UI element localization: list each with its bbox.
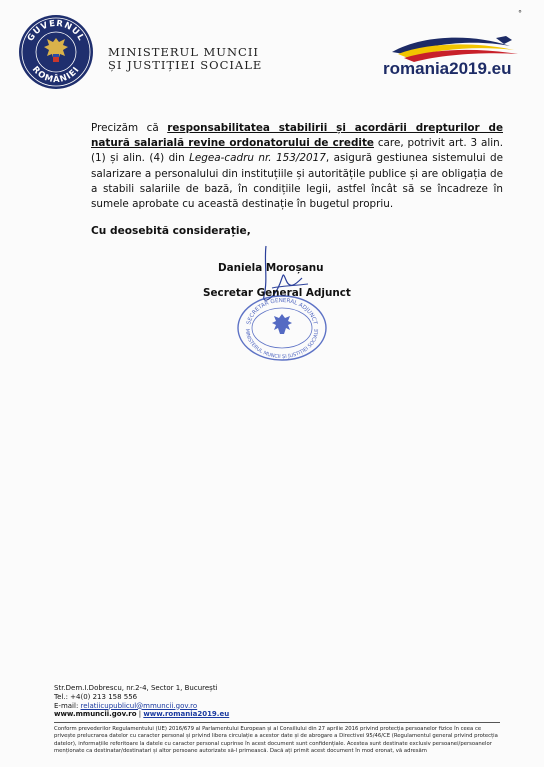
signer-name: Daniela Moroșanu bbox=[218, 262, 324, 274]
gdpr-notice: Conform prevederilor Regulamentului (UE) 2016/679 al Parlamentului European și al Consiliului din 27 aprilie 2016 privind protecția persoanelor fizice în ceea ce privește prelucrarea datelor cu caracter personal și privind libera circulație a acestor date și de abrogare a Directivei 95/46/CE (Regulamentul general privind protecția datelor), informațiile referitoare la datele cu caracter personal cuprinse în acest document sunt confidențiale. Acestea sunt destinate exclusiv persoanei/persoanelor menționate ca destinatar/destinatari și altor persoane autorizate să-l primească. Dacă ați primit acest document în mod eronat, vă adresăm bbox=[54, 726, 498, 755]
footer-address: Str.Dem.I.Dobrescu, nr.2-4, Sector 1, București bbox=[54, 684, 218, 692]
footer-web-link-1[interactable]: www.mmuncii.gov.ro bbox=[54, 710, 137, 719]
paragraph-text-3: , asigură gestiunea sistemului de salarizare a personalului din instituțiile și autoritățile publice și are obligația de a stabili salariile de bază, în condițiile legii, astfel încât să se încadreze în sumele aprobate cu această destinație în bugetul propriu. bbox=[91, 152, 503, 211]
closing-formula: Cu deosebită considerație, bbox=[91, 225, 251, 237]
paragraph-text-1: Precizăm că bbox=[91, 122, 168, 134]
footer-email-line bbox=[54, 702, 229, 711]
footer-divider bbox=[54, 722, 500, 723]
paragraph-text-2: care, potrivit art. 3 alin. (1) și alin. (4) din bbox=[91, 137, 503, 165]
official-stamp bbox=[236, 290, 328, 362]
signer-role: Secretar General Adjunct bbox=[203, 287, 351, 299]
footer-contact bbox=[54, 684, 229, 719]
footer-websites bbox=[54, 710, 229, 719]
letter-paragraph bbox=[91, 121, 503, 212]
ministry-name bbox=[108, 46, 262, 72]
law-reference: Legea-cadru nr. 153/2017 bbox=[189, 152, 326, 165]
seal-text-top: GUVERNUL bbox=[25, 18, 87, 44]
government-seal-logo bbox=[18, 14, 94, 90]
footer-phone: Tel.: +4(0) 213 158 556 bbox=[54, 692, 138, 701]
seal-text-bottom: ROMÂNIEI bbox=[29, 64, 83, 86]
stamp-text-bottom: MINISTERUL MUNCII ȘI JUSTIȚIEI SOCIALE bbox=[243, 328, 321, 361]
ministry-line-2: ȘI JUSTIȚIEI SOCIALE bbox=[108, 58, 263, 72]
ministry-line-1: MINISTERUL MUNCII bbox=[108, 45, 259, 59]
stamp-text-top: SECRETAR GENERAL ADJUNCT bbox=[246, 297, 318, 326]
footer-email-link[interactable]: relatiicupublicul@mmuncii.gov.ro bbox=[80, 701, 198, 710]
stamp-eagle-icon bbox=[272, 314, 292, 334]
romania2019-logo-text: romania2019.eu bbox=[383, 59, 512, 78]
footer-web-link-2[interactable]: www.romania2019.eu bbox=[143, 710, 230, 719]
corner-mark: ° bbox=[518, 9, 522, 18]
footer-email-label: E-mail: bbox=[54, 701, 81, 710]
footer-web-separator: | bbox=[136, 710, 144, 719]
paragraph-emphasis: responsabilitatea stabilirii și acordării drepturilor de natură salarială revine ordonatorului de credite bbox=[91, 122, 503, 150]
